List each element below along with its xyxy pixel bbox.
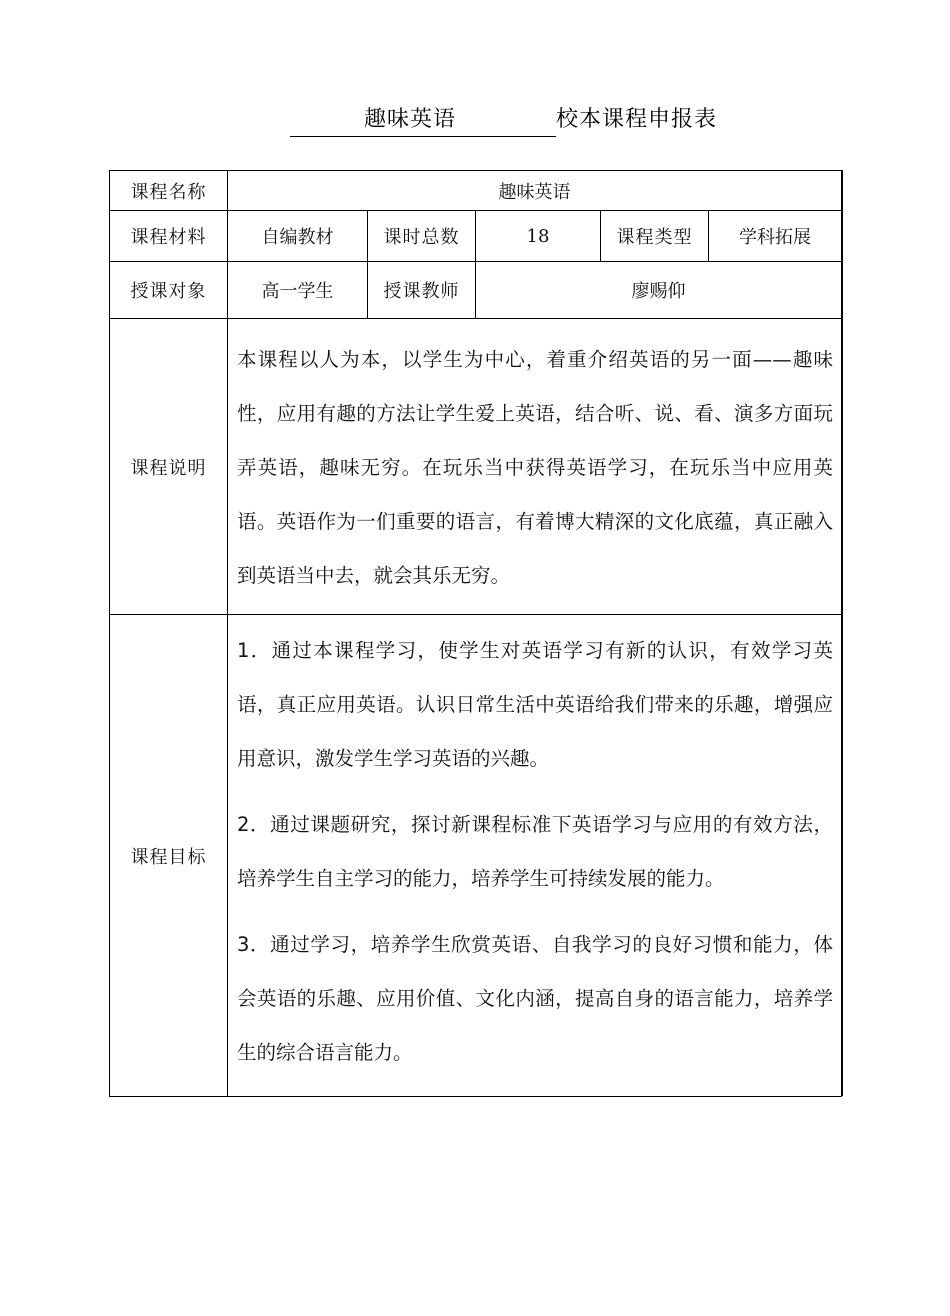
goals-list: [237, 615, 833, 1080]
teacher-value: 廖赐仰: [476, 262, 842, 319]
title-suffix: 校本课程申报表: [556, 107, 718, 132]
row-goals: [110, 615, 842, 1097]
goals-label: 课程目标: [110, 615, 228, 1097]
goals-cell: [228, 615, 842, 1097]
goal-item-1: 1．通过本课程学习，使学生对英语学习有新的认识，有效学习英语，真正应用英语。认识日常生活中英语给我们带来的乐趣，增强应用意识，激发学生学习英语的兴趣。: [237, 639, 834, 770]
row-description: [110, 319, 842, 615]
hours-label: 课时总数: [368, 211, 476, 262]
form-title: [0, 103, 950, 143]
course-name-label: 课程名称: [110, 171, 228, 211]
goal-item-3: 3．通过学习，培养学生欣赏英语、自我学习的良好习惯和能力，体会英语的乐趣、应用价值、文化内涵，提高自身的语言能力，培养学生的综合语言能力。: [237, 933, 834, 1064]
application-form-table: [109, 170, 842, 1097]
type-value: 学科拓展: [709, 211, 842, 262]
teacher-label: 授课教师: [368, 262, 476, 319]
type-label: 课程类型: [601, 211, 709, 262]
description-cell: [228, 319, 842, 615]
row-materials: [110, 211, 842, 262]
course-name-value: 趣味英语: [228, 171, 842, 211]
hours-value: 18: [476, 211, 601, 262]
goal-item-2: 2．通过课题研究，探讨新课程标准下英语学习与应用的有效方法，培养学生自主学习的能力，培养学生可持续发展的能力。: [237, 813, 834, 890]
description-label: 课程说明: [110, 319, 228, 615]
audience-value: 高一学生: [228, 262, 368, 319]
description-text: 本课程以人为本，以学生为中心，着重介绍英语的另一面——趣味性，应用有趣的方法让学生爱上英语，结合听、说、看、演多方面玩弄英语，趣味无穷。在玩乐当中获得英语学习，在玩乐当中应用英语。英语作为一们重要的语言，有着博大精深的文化底蕴，真正融入到英语当中去，就会其乐无穷。: [237, 348, 834, 587]
audience-label: 授课对象: [110, 262, 228, 319]
title-course-name-text: 趣味英语: [363, 107, 456, 132]
title-course-name: [290, 103, 556, 137]
row-audience: [110, 262, 842, 319]
table-double-border: [842, 170, 843, 1096]
row-course-name: [110, 171, 842, 211]
materials-value: 自编教材: [228, 211, 368, 262]
materials-label: 课程材料: [110, 211, 228, 262]
